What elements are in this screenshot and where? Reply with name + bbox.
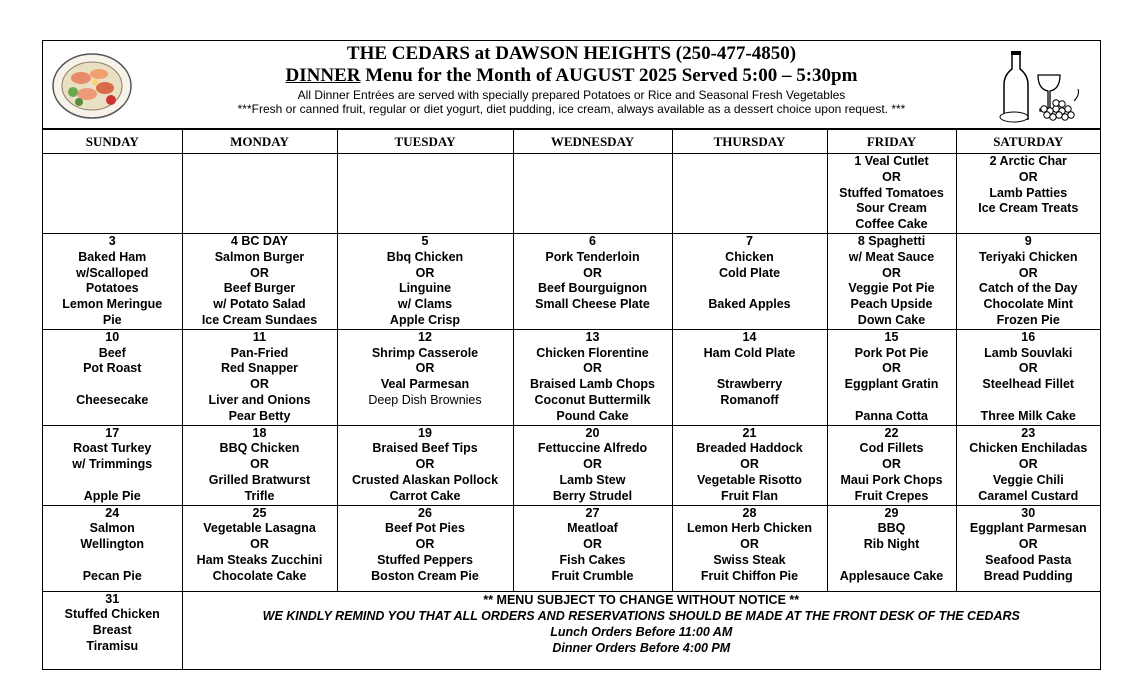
day-number-line: 11 bbox=[252, 329, 267, 344]
empty-day-cell bbox=[672, 154, 827, 234]
day-cell bbox=[956, 329, 1100, 425]
notice-cell bbox=[182, 591, 1100, 670]
menu-line bbox=[43, 553, 182, 569]
or-separator: OR bbox=[882, 265, 901, 280]
menu-line: Cheesecake bbox=[76, 392, 149, 407]
or-separator: OR bbox=[415, 265, 435, 280]
weekday-header-monday: MONDAY bbox=[182, 130, 337, 154]
menu-line: Chocolate Cake bbox=[212, 568, 307, 583]
empty-day-cell bbox=[182, 154, 337, 234]
menu-line: w/Scalloped bbox=[76, 265, 149, 280]
menu-line: Fruit Flan bbox=[721, 488, 778, 503]
menu-line: BBQ Chicken bbox=[219, 441, 300, 456]
menu-line: Liver and Onions bbox=[208, 392, 311, 407]
menu-line: Pound Cake bbox=[556, 408, 629, 423]
day-number-line: 30 bbox=[1021, 505, 1036, 520]
menu-line: Rib Night bbox=[863, 537, 920, 552]
menu-line: Pork Pot Pie bbox=[854, 345, 929, 360]
menu-sheet bbox=[42, 40, 1101, 670]
menu-line: Berry Strudel bbox=[552, 488, 633, 503]
menu-line: w/ Meat Sauce bbox=[848, 249, 935, 264]
or-separator: OR bbox=[1018, 265, 1038, 280]
menu-line: Cod Fillets bbox=[859, 441, 924, 456]
dessert-note: ***Fresh or canned fruit, regular or diet yogurt, diet pudding, ice cream, always available as a dessert choice upon request. *** bbox=[237, 102, 906, 116]
or-separator: OR bbox=[1018, 537, 1038, 552]
or-separator: OR bbox=[1018, 361, 1038, 376]
menu-line bbox=[43, 473, 182, 489]
menu-line: Fish Cakes bbox=[559, 552, 626, 567]
dinner-order-deadline: Dinner Orders Before 4:00 PM bbox=[552, 640, 731, 655]
menu-line: Lemon Meringue bbox=[62, 297, 163, 312]
day-number-line: 25 bbox=[252, 505, 267, 520]
menu-header bbox=[43, 41, 1100, 129]
or-separator: OR bbox=[882, 361, 901, 376]
menu-line: Red Snapper bbox=[220, 361, 299, 376]
menu-line: Pecan Pie bbox=[82, 568, 142, 583]
or-separator: OR bbox=[1018, 457, 1038, 472]
menu-line: w/ Trimmings bbox=[72, 457, 153, 472]
menu-line: Beef Burger bbox=[223, 281, 296, 296]
or-separator: OR bbox=[250, 265, 269, 280]
final-row bbox=[43, 591, 1100, 670]
day-cell-31 bbox=[43, 591, 182, 670]
menu-line: Panna Cotta bbox=[855, 408, 928, 423]
week-row bbox=[43, 154, 1100, 234]
day-number-line: 17 bbox=[105, 425, 120, 440]
menu-line: Pork Tenderloin bbox=[545, 249, 640, 264]
menu-line: Bread Pudding bbox=[983, 568, 1073, 583]
menu-line: BBQ bbox=[877, 521, 906, 536]
menu-line: Veggie Pot Pie bbox=[848, 281, 935, 296]
day-number-line: 22 bbox=[884, 425, 899, 440]
or-separator: OR bbox=[415, 361, 435, 376]
menu-line: Tiramisu bbox=[86, 638, 139, 653]
menu-change-notice: ** MENU SUBJECT TO CHANGE WITHOUT NOTICE ** bbox=[483, 592, 800, 607]
menu-line: Seafood Pasta bbox=[985, 552, 1072, 567]
menu-line: Romanoff bbox=[720, 392, 779, 407]
menu-line: Eggplant Parmesan bbox=[969, 521, 1087, 536]
or-separator: OR bbox=[583, 361, 602, 376]
day-cell bbox=[827, 425, 956, 505]
weekday-header-row bbox=[43, 130, 1100, 154]
menu-line: Veggie Chili bbox=[992, 472, 1064, 487]
day-number-line: 24 bbox=[105, 505, 120, 520]
empty-day-cell bbox=[43, 154, 182, 234]
menu-line: Pear Betty bbox=[228, 408, 291, 423]
day-number: 31 bbox=[105, 591, 120, 606]
menu-line: Salmon bbox=[89, 521, 135, 536]
menu-line: Chocolate Mint bbox=[983, 297, 1074, 312]
menu-line: Pot Roast bbox=[83, 361, 142, 376]
menu-line: Eggplant Gratin bbox=[844, 377, 939, 392]
day-number-line: 4 BC DAY bbox=[230, 233, 289, 248]
menu-line: Veal Parmesan bbox=[380, 377, 470, 392]
or-separator: OR bbox=[740, 537, 759, 552]
week-row bbox=[43, 233, 1100, 329]
day-number-line: 15 bbox=[884, 329, 899, 344]
or-separator: OR bbox=[583, 537, 602, 552]
day-cell bbox=[337, 233, 513, 329]
day-number-line: 12 bbox=[418, 329, 432, 344]
menu-line: Pie bbox=[102, 312, 122, 327]
menu-line: Steelhead Fillet bbox=[982, 377, 1075, 392]
day-number-line: 1 Veal Cutlet bbox=[854, 154, 929, 168]
day-number-line: 13 bbox=[585, 329, 600, 344]
menu-line: Caramel Custard bbox=[978, 488, 1079, 503]
or-separator: OR bbox=[1018, 169, 1038, 184]
day-cell bbox=[182, 425, 337, 505]
menu-line: Three Milk Cake bbox=[980, 408, 1076, 423]
menu-line: Swiss Steak bbox=[713, 552, 786, 567]
weekday-header-tuesday: TUESDAY bbox=[337, 130, 513, 154]
menu-line: Teriyaki Chicken bbox=[979, 249, 1078, 264]
day-cell bbox=[672, 505, 827, 591]
day-cell bbox=[182, 233, 337, 329]
menu-line: Braised Beef Tips bbox=[372, 441, 478, 456]
menu-line: Breaded Haddock bbox=[696, 441, 803, 456]
or-separator: OR bbox=[583, 265, 602, 280]
menu-line: Baked Apples bbox=[708, 297, 791, 312]
menu-line: Meatloaf bbox=[567, 521, 618, 536]
menu-line: Stuffed Peppers bbox=[377, 552, 473, 567]
day-cell bbox=[43, 505, 182, 591]
day-cell bbox=[956, 505, 1100, 591]
menu-line: Stuffed Tomatoes bbox=[839, 185, 944, 200]
day-cell bbox=[513, 425, 672, 505]
menu-line: Coconut Buttermilk bbox=[534, 392, 651, 407]
day-number-line: 16 bbox=[1021, 329, 1036, 344]
menu-line: Fettuccine Alfredo bbox=[537, 441, 648, 456]
day-cell bbox=[827, 233, 956, 329]
menu-line bbox=[828, 393, 956, 409]
weekday-header-sunday: SUNDAY bbox=[43, 130, 182, 154]
entree-note: All Dinner Entrées are served with specially prepared Potatoes or Rice and Seasonal Fresh Vegetables bbox=[297, 88, 846, 102]
day-cell bbox=[182, 329, 337, 425]
menu-line: Chicken Enchiladas bbox=[969, 441, 1088, 456]
menu-line: Down Cake bbox=[857, 312, 926, 327]
menu-line: Strawberry bbox=[716, 377, 783, 392]
menu-line: Ice Cream Treats bbox=[978, 201, 1079, 216]
or-separator: OR bbox=[882, 457, 901, 472]
or-separator: OR bbox=[415, 457, 435, 472]
menu-line: Lamb Souvlaki bbox=[984, 345, 1073, 360]
weekday-header-wednesday: WEDNESDAY bbox=[513, 130, 672, 154]
empty-day-cell bbox=[337, 154, 513, 234]
day-cell bbox=[337, 329, 513, 425]
menu-subtitle bbox=[43, 65, 1100, 87]
menu-line: Wellington bbox=[80, 537, 145, 552]
menu-line: Ham Cold Plate bbox=[703, 345, 796, 360]
menu-line: Fruit Crumble bbox=[551, 568, 634, 583]
day-cell bbox=[827, 505, 956, 591]
wine-bottle-grapes-illustration bbox=[996, 49, 1082, 125]
day-cell bbox=[827, 154, 956, 234]
menu-line: Linguine bbox=[398, 281, 452, 296]
menu-line: Apple Pie bbox=[83, 488, 141, 503]
menu-line: Crusted Alaskan Pollock bbox=[351, 472, 499, 487]
menu-line: Beef Bourguignon bbox=[537, 281, 647, 296]
ordering-reminder: WE KINDLY REMIND YOU THAT ALL ORDERS AND RESERVATIONS SHOULD BE MADE AT THE FRONT DESK OF THE CEDARS bbox=[262, 608, 1020, 623]
day-number-line: 9 bbox=[1024, 233, 1032, 248]
menu-line: Boston Cream Pie bbox=[371, 568, 479, 583]
menu-calendar bbox=[43, 129, 1100, 670]
day-cell bbox=[827, 329, 956, 425]
day-cell bbox=[337, 425, 513, 505]
weekday-header-thursday: THURSDAY bbox=[672, 130, 827, 154]
menu-line: Ham Steaks Zucchini bbox=[196, 552, 323, 567]
day-cell bbox=[43, 425, 182, 505]
menu-line: Catch of the Day bbox=[978, 281, 1078, 296]
day-number-line: 10 bbox=[105, 329, 120, 344]
day-number-line: 23 bbox=[1021, 425, 1036, 440]
menu-line: Apple Crisp bbox=[389, 312, 461, 327]
day-number-line: 6 bbox=[589, 233, 596, 248]
day-number-line: 5 bbox=[421, 233, 429, 248]
menu-line: Trifle bbox=[244, 488, 275, 503]
subtitle-details: Menu for the Month of AUGUST 2025 Served 5:00 – 5:30pm bbox=[360, 65, 858, 86]
menu-line: Small Cheese Plate bbox=[535, 297, 650, 312]
or-separator: OR bbox=[415, 537, 435, 552]
menu-line: Stuffed Chicken bbox=[64, 607, 160, 622]
menu-line: Lemon Herb Chicken bbox=[686, 521, 813, 536]
menu-line: w/ Clams bbox=[397, 297, 453, 312]
menu-line: Lamb Stew bbox=[559, 472, 626, 487]
menu-line: Deep Dish Brownies bbox=[368, 392, 482, 407]
empty-day-cell bbox=[513, 154, 672, 234]
menu-line: Carrot Cake bbox=[389, 488, 461, 503]
menu-line: Breast bbox=[92, 623, 132, 638]
day-number-line: 7 bbox=[746, 233, 753, 248]
day-number-line: 26 bbox=[418, 505, 432, 520]
week-row bbox=[43, 505, 1100, 591]
day-cell bbox=[956, 154, 1100, 234]
day-number-line: 14 bbox=[742, 329, 757, 344]
subtitle-meal: DINNER bbox=[285, 65, 361, 86]
menu-line: Fruit Crepes bbox=[854, 488, 929, 503]
menu-line: Beef Pot Pies bbox=[385, 521, 465, 536]
menu-line: Braised Lamb Chops bbox=[529, 377, 656, 392]
or-separator: OR bbox=[583, 457, 602, 472]
menu-line: Lamb Patties bbox=[989, 185, 1068, 200]
or-separator: OR bbox=[882, 169, 901, 184]
menu-line bbox=[673, 281, 827, 297]
menu-line: Peach Upside bbox=[850, 297, 933, 312]
menu-line: Beef bbox=[98, 345, 126, 360]
menu-title: THE CEDARS at DAWSON HEIGHTS (250-477-4850) bbox=[346, 43, 797, 64]
day-cell bbox=[43, 329, 182, 425]
menu-line: Pan-Fried bbox=[230, 345, 289, 360]
menu-line: Ice Cream Sundaes bbox=[201, 312, 318, 327]
day-cell bbox=[672, 233, 827, 329]
day-number-line: 27 bbox=[585, 505, 600, 520]
day-number-line: 19 bbox=[418, 425, 432, 440]
menu-line: Coffee Cake bbox=[855, 217, 928, 232]
menu-line: Baked Ham bbox=[78, 249, 147, 264]
menu-line: Applesauce Cake bbox=[839, 568, 944, 583]
menu-line bbox=[828, 553, 956, 569]
day-cell bbox=[672, 425, 827, 505]
menu-line bbox=[43, 377, 182, 393]
day-cell bbox=[956, 233, 1100, 329]
day-number-line: 3 bbox=[108, 233, 116, 248]
menu-line: Shrimp Casserole bbox=[371, 345, 479, 360]
menu-line: Vegetable Lasagna bbox=[203, 521, 316, 536]
menu-line: w/ Potato Salad bbox=[213, 297, 306, 312]
menu-line bbox=[673, 361, 827, 377]
day-number-line: 2 Arctic Char bbox=[989, 154, 1067, 168]
menu-line: Roast Turkey bbox=[73, 441, 152, 456]
menu-line: Sour Cream bbox=[856, 201, 927, 216]
or-separator: OR bbox=[250, 457, 269, 472]
day-cell bbox=[43, 233, 182, 329]
day-cell bbox=[337, 505, 513, 591]
menu-line: Maui Pork Chops bbox=[840, 472, 943, 487]
or-separator: OR bbox=[740, 457, 759, 472]
week-row bbox=[43, 329, 1100, 425]
day-number-line: 21 bbox=[742, 425, 757, 440]
lunch-order-deadline: Lunch Orders Before 11:00 AM bbox=[550, 624, 733, 639]
weekday-header-saturday: SATURDAY bbox=[956, 130, 1100, 154]
day-number-line: 8 Spaghetti bbox=[857, 233, 926, 248]
menu-line: Chicken bbox=[725, 249, 774, 264]
menu-line: Vegetable Risotto bbox=[697, 472, 802, 487]
or-separator: OR bbox=[250, 377, 269, 392]
menu-line: Grilled Bratwurst bbox=[208, 472, 311, 487]
day-number-line: 28 bbox=[742, 505, 757, 520]
day-cell bbox=[956, 425, 1100, 505]
day-cell bbox=[513, 329, 672, 425]
menu-line: Fruit Chiffon Pie bbox=[700, 568, 799, 583]
week-row bbox=[43, 425, 1100, 505]
day-cell bbox=[513, 505, 672, 591]
menu-line: Salmon Burger bbox=[214, 249, 305, 264]
menu-line: Cold Plate bbox=[718, 265, 781, 280]
menu-line: Chicken Florentine bbox=[536, 345, 649, 360]
day-number-line: 20 bbox=[585, 425, 600, 440]
day-cell bbox=[182, 505, 337, 591]
day-number-line: 18 bbox=[252, 425, 267, 440]
menu-line bbox=[957, 393, 1101, 409]
day-number-line: 29 bbox=[884, 505, 899, 520]
or-separator: OR bbox=[250, 537, 269, 552]
menu-line: Frozen Pie bbox=[996, 312, 1060, 327]
menu-line: Bbq Chicken bbox=[386, 249, 464, 264]
weekday-header-friday: FRIDAY bbox=[827, 130, 956, 154]
day-cell bbox=[513, 233, 672, 329]
day-cell bbox=[672, 329, 827, 425]
menu-line: Potatoes bbox=[85, 281, 139, 296]
